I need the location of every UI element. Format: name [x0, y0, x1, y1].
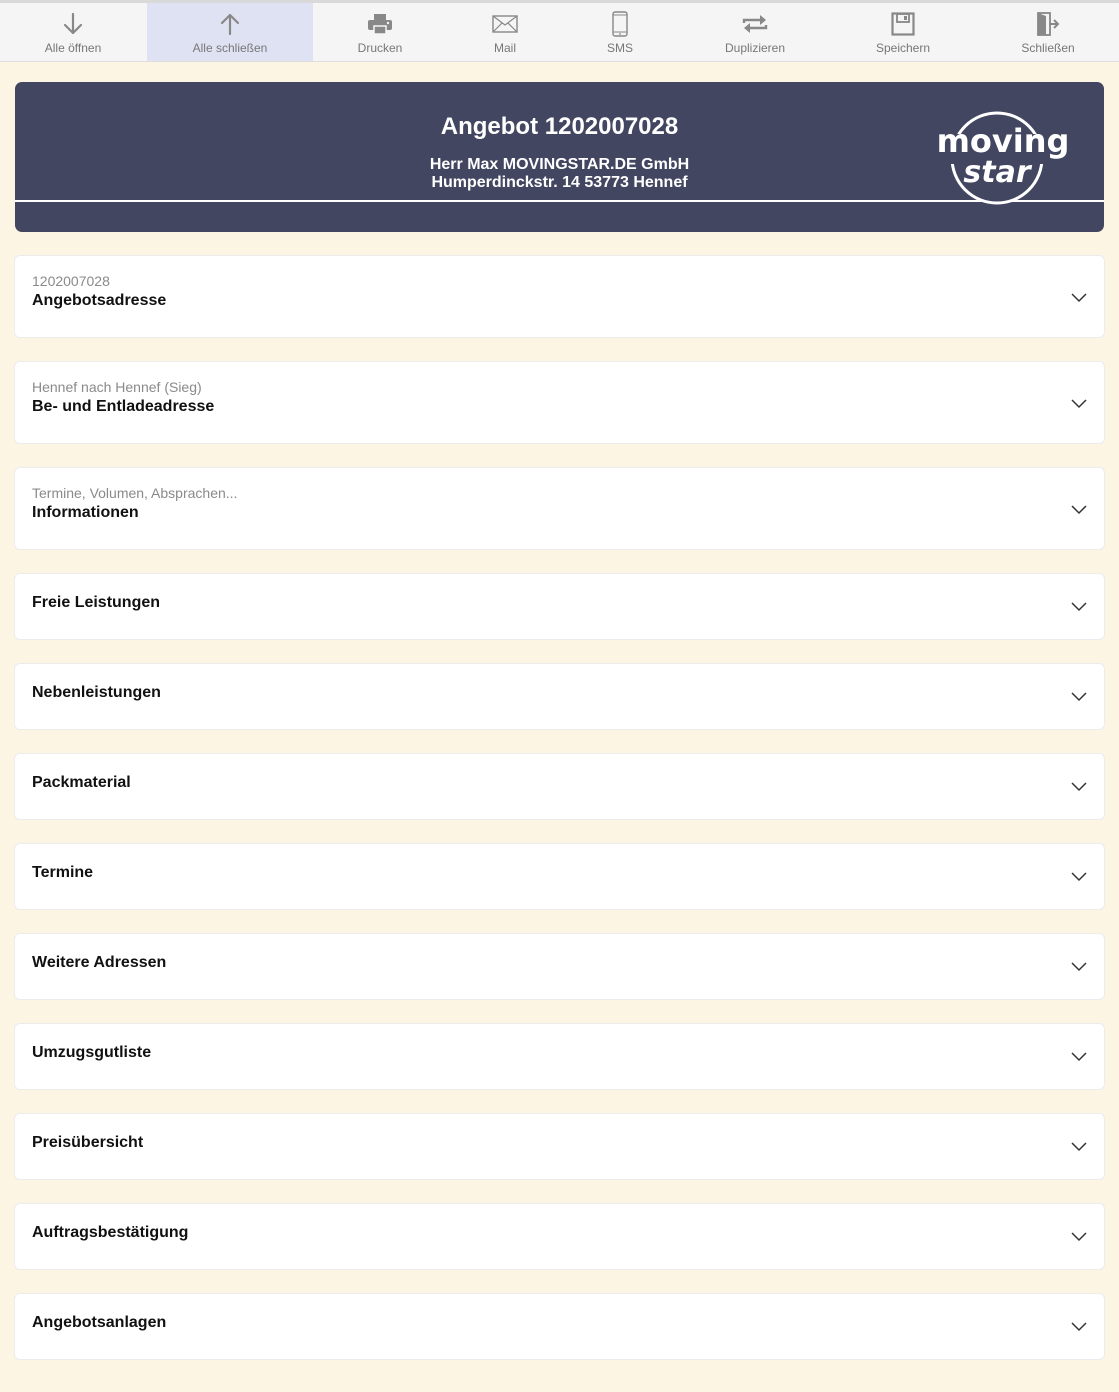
section-title: Angebotsadresse [32, 292, 167, 309]
sms-label: SMS [606, 41, 633, 55]
sms-button[interactable] [575, 3, 665, 61]
section-angebotsanlagen[interactable] [14, 1293, 1105, 1360]
section-title: Packmaterial [32, 774, 131, 791]
mail-label: Mail [493, 41, 516, 55]
section-title: Weitere Adressen [32, 954, 167, 971]
section-umzugsgutliste[interactable] [14, 1023, 1105, 1090]
chevron-down-icon[interactable] [1071, 399, 1087, 409]
section-nebenleistungen[interactable] [14, 663, 1105, 730]
movingstar-logo [933, 106, 1073, 206]
close-all-label: Alle schließen [192, 41, 268, 55]
close-button[interactable] [998, 3, 1098, 61]
section-informationen[interactable] [14, 467, 1105, 550]
chevron-down-icon[interactable] [1071, 1142, 1087, 1152]
repeat-icon [742, 11, 768, 37]
print-label: Drucken [357, 41, 403, 55]
section-title: Angebotsanlagen [32, 1314, 167, 1331]
section-title: Nebenleistungen [32, 684, 161, 701]
phone-icon [607, 11, 633, 37]
chevron-down-icon[interactable] [1071, 692, 1087, 702]
logo-word-moving: moving [936, 122, 1070, 160]
section-packmaterial[interactable] [14, 753, 1105, 820]
offer-header [15, 82, 1104, 232]
print-button[interactable] [320, 3, 440, 61]
open-all-button[interactable] [0, 3, 146, 61]
chevron-down-icon[interactable] [1071, 602, 1087, 612]
chevron-down-icon[interactable] [1071, 505, 1087, 515]
section-termine[interactable] [14, 843, 1105, 910]
section-title: Umzugsgutliste [32, 1044, 152, 1061]
mail-button[interactable] [455, 3, 555, 61]
toolbar [0, 0, 1119, 62]
section-subtitle: 1202007028 [32, 273, 110, 289]
section-preisuebersicht[interactable] [14, 1113, 1105, 1180]
customer-address: Humperdinckstr. 14 53773 Hennef [431, 174, 688, 191]
section-title: Informationen [32, 504, 139, 521]
chevron-down-icon[interactable] [1071, 962, 1087, 972]
section-freie-leistungen[interactable] [14, 573, 1105, 640]
section-title: Be- und Entladeadresse [32, 398, 215, 415]
section-be-und-entladeadresse[interactable] [14, 361, 1105, 444]
offer-title: Angebot 1202007028 [440, 113, 679, 140]
customer-name: Herr Max MOVINGSTAR.DE GmbH [429, 156, 690, 173]
save-icon [890, 11, 916, 37]
arrow-up-icon [217, 11, 243, 37]
exit-icon [1035, 11, 1061, 37]
save-button[interactable] [850, 3, 956, 61]
chevron-down-icon[interactable] [1071, 1052, 1087, 1062]
save-label: Speichern [875, 41, 931, 55]
section-title: Preisübersicht [32, 1134, 144, 1151]
section-title: Auftragsbestätigung [32, 1224, 189, 1241]
duplicate-button[interactable] [700, 3, 810, 61]
section-weitere-adressen[interactable] [14, 933, 1105, 1000]
section-angebotsadresse[interactable] [14, 255, 1105, 338]
section-subtitle: Termine, Volumen, Absprachen... [32, 485, 238, 501]
chevron-down-icon[interactable] [1071, 782, 1087, 792]
duplicate-label: Duplizieren [724, 41, 786, 55]
arrow-down-icon [60, 11, 86, 37]
close-all-button[interactable] [147, 3, 313, 61]
chevron-down-icon[interactable] [1071, 872, 1087, 882]
mail-icon [492, 11, 518, 37]
chevron-down-icon[interactable] [1071, 1232, 1087, 1242]
printer-icon [367, 11, 393, 37]
chevron-down-icon[interactable] [1071, 293, 1087, 303]
section-auftragsbestaetigung[interactable] [14, 1203, 1105, 1270]
close-label: Schließen [1021, 41, 1075, 55]
open-all-label: Alle öffnen [44, 41, 102, 55]
section-title: Termine [32, 864, 94, 881]
chevron-down-icon[interactable] [1071, 1322, 1087, 1332]
section-subtitle: Hennef nach Hennef (Sieg) [32, 379, 202, 395]
logo-word-star: star [963, 155, 1031, 190]
section-title: Freie Leistungen [32, 594, 161, 611]
